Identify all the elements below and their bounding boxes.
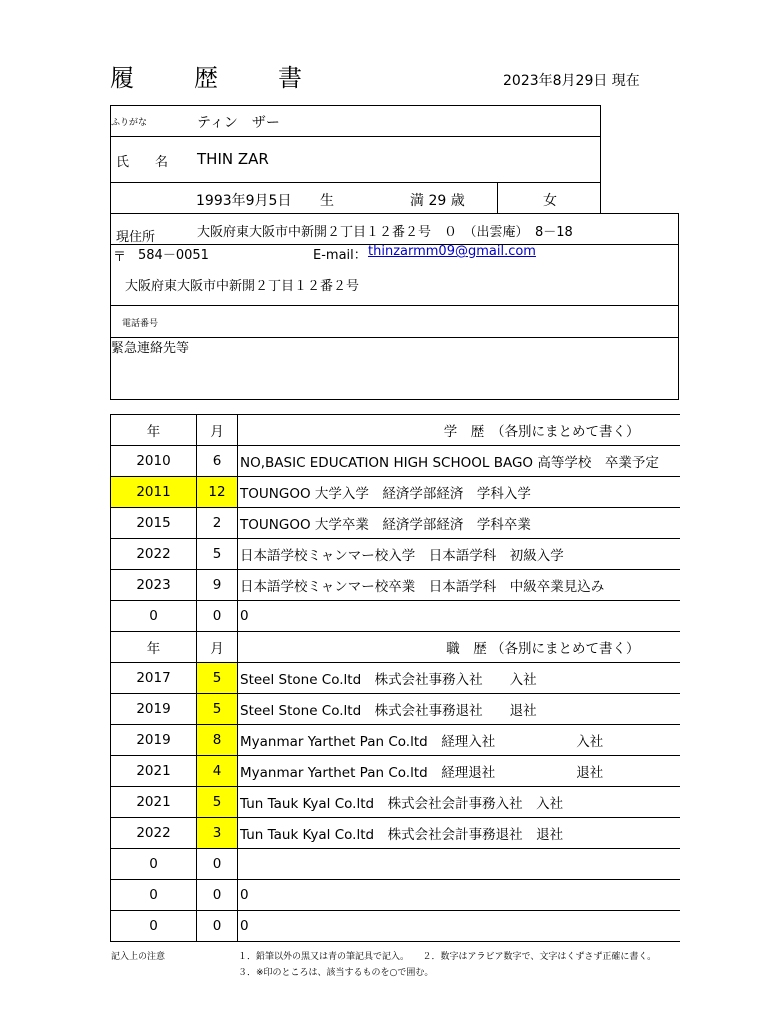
table-row (111, 725, 680, 756)
work-header-row (111, 632, 680, 663)
work-month: 0 (197, 849, 238, 880)
work-month: 4 (197, 756, 238, 787)
contact-row (110, 337, 679, 400)
footer-note-2: ３．※印のところは、該当するものを○で囲む。 (238, 968, 434, 978)
table-row (111, 880, 680, 911)
edu-month: 0 (197, 601, 238, 632)
table-row (111, 539, 680, 570)
work-text: Tun Tauk Kyal Co.ltd 株式会社会計事務入社 入社 (238, 787, 680, 818)
edu-month: 6 (197, 446, 238, 477)
edu-text: 日本語学校ミャンマー校卒業 日本語学科 中級卒業見込み (238, 570, 680, 601)
work-month: 0 (197, 911, 238, 942)
work-year: 2019 (111, 725, 197, 756)
birth-date: 1993年9月5日 (196, 193, 292, 209)
education-header-row (111, 415, 680, 446)
edu-year: 2023 (111, 570, 197, 601)
edu-year: 2010 (111, 446, 197, 477)
email-link[interactable]: thinzarmm09@gmail.com (368, 244, 536, 259)
age-value: 満 29 歳 (410, 193, 465, 209)
work-year: 2017 (111, 663, 197, 694)
work-text: Steel Stone Co.ltd 株式会社事務退社 退社 (238, 694, 680, 725)
address-value: 大阪府東大阪市中新開２丁目１２番２号 ０ （出雲庵） 8－18 (197, 225, 573, 240)
name-label: 氏 名 (116, 155, 169, 170)
work-text: Tun Tauk Kyal Co.ltd 株式会社会計事務退社 退社 (238, 818, 680, 849)
table-row (111, 508, 680, 539)
edu-text: NO,BASIC EDUCATION HIGH SCHOOL BAGO 高等学校 卒業予定 (238, 446, 680, 477)
month-header: 月 (197, 415, 238, 446)
edu-year: 2011 (111, 477, 197, 508)
work-year: 2019 (111, 694, 197, 725)
table-row (111, 849, 680, 880)
edu-text: TOUNGOO 大学卒業 経済学部経済 学科卒業 (238, 508, 680, 539)
edu-month: 2 (197, 508, 238, 539)
name-value: THIN ZAR (197, 150, 269, 168)
work-text: Steel Stone Co.ltd 株式会社事務入社 入社 (238, 663, 680, 694)
name-row (110, 136, 601, 183)
postal-code: 584－0051 (138, 248, 209, 263)
furigana-value: ティン ザー (197, 115, 280, 131)
work-month: 0 (197, 880, 238, 911)
work-text: Myanmar Yarthet Pan Co.ltd 経理入社 入社 (238, 725, 680, 756)
work-month: 5 (197, 663, 238, 694)
work-text: Myanmar Yarthet Pan Co.ltd 経理退社 退社 (238, 756, 680, 787)
furigana-row (110, 105, 601, 137)
table-row (111, 601, 680, 632)
document-title: 履 歴 書 (110, 64, 320, 92)
document-date: 2023年8月29日 現在 (503, 73, 640, 89)
work-text (238, 849, 680, 880)
edu-year: 0 (111, 601, 197, 632)
history-table (110, 414, 680, 942)
table-row (111, 663, 680, 694)
footer-note-1: １．鉛筆以外の黒又は青の筆記具で記入。 ２．数字はアラビア数字で、文字はくずさず正確に書く。 (238, 952, 657, 962)
footer-label: 記入上の注意 (111, 952, 166, 962)
gender-value: 女 (543, 193, 557, 209)
table-row (111, 756, 680, 787)
edu-text: 0 (238, 601, 680, 632)
furigana-label: ふりがな (111, 118, 148, 128)
work-month: 8 (197, 725, 238, 756)
edu-month: 9 (197, 570, 238, 601)
year-header: 年 (111, 415, 197, 446)
table-row (111, 477, 680, 508)
table-row (111, 787, 680, 818)
email-label: E-mail： (313, 248, 367, 263)
table-row (111, 818, 680, 849)
edu-text: TOUNGOO 大学入学 経済学部経済 学科入学 (238, 477, 680, 508)
table-row (111, 446, 680, 477)
work-text: 0 (238, 911, 680, 942)
work-text: 0 (238, 880, 680, 911)
address-detail: 大阪府東大阪市中新開２丁目１２番２号 (125, 279, 360, 294)
work-year: 2021 (111, 756, 197, 787)
phone-row (110, 305, 679, 338)
work-month: 3 (197, 818, 238, 849)
work-year: 0 (111, 911, 197, 942)
postal-mark: 〒 (113, 250, 127, 265)
edu-text: 日本語学校ミャンマー校入学 日本語学科 初級入学 (238, 539, 680, 570)
edu-month: 12 (197, 477, 238, 508)
table-row (111, 694, 680, 725)
work-year: 2022 (111, 818, 197, 849)
contact-label: 緊急連絡先等 (111, 341, 190, 356)
education-header: 学 歴 （各別にまとめて書く） (238, 415, 680, 446)
year-header: 年 (111, 632, 197, 663)
phone-label: 電話番号 (122, 319, 159, 329)
edu-year: 2015 (111, 508, 197, 539)
work-month: 5 (197, 787, 238, 818)
work-header: 職 歴 （各別にまとめて書く） (238, 632, 680, 663)
birth-suffix: 生 (320, 193, 334, 209)
table-row (111, 570, 680, 601)
work-year: 0 (111, 849, 197, 880)
work-year: 2021 (111, 787, 197, 818)
work-month: 5 (197, 694, 238, 725)
work-year: 0 (111, 880, 197, 911)
address-label: 現住所 (116, 230, 156, 245)
table-row (111, 911, 680, 942)
month-header: 月 (197, 632, 238, 663)
edu-year: 2022 (111, 539, 197, 570)
edu-month: 5 (197, 539, 238, 570)
